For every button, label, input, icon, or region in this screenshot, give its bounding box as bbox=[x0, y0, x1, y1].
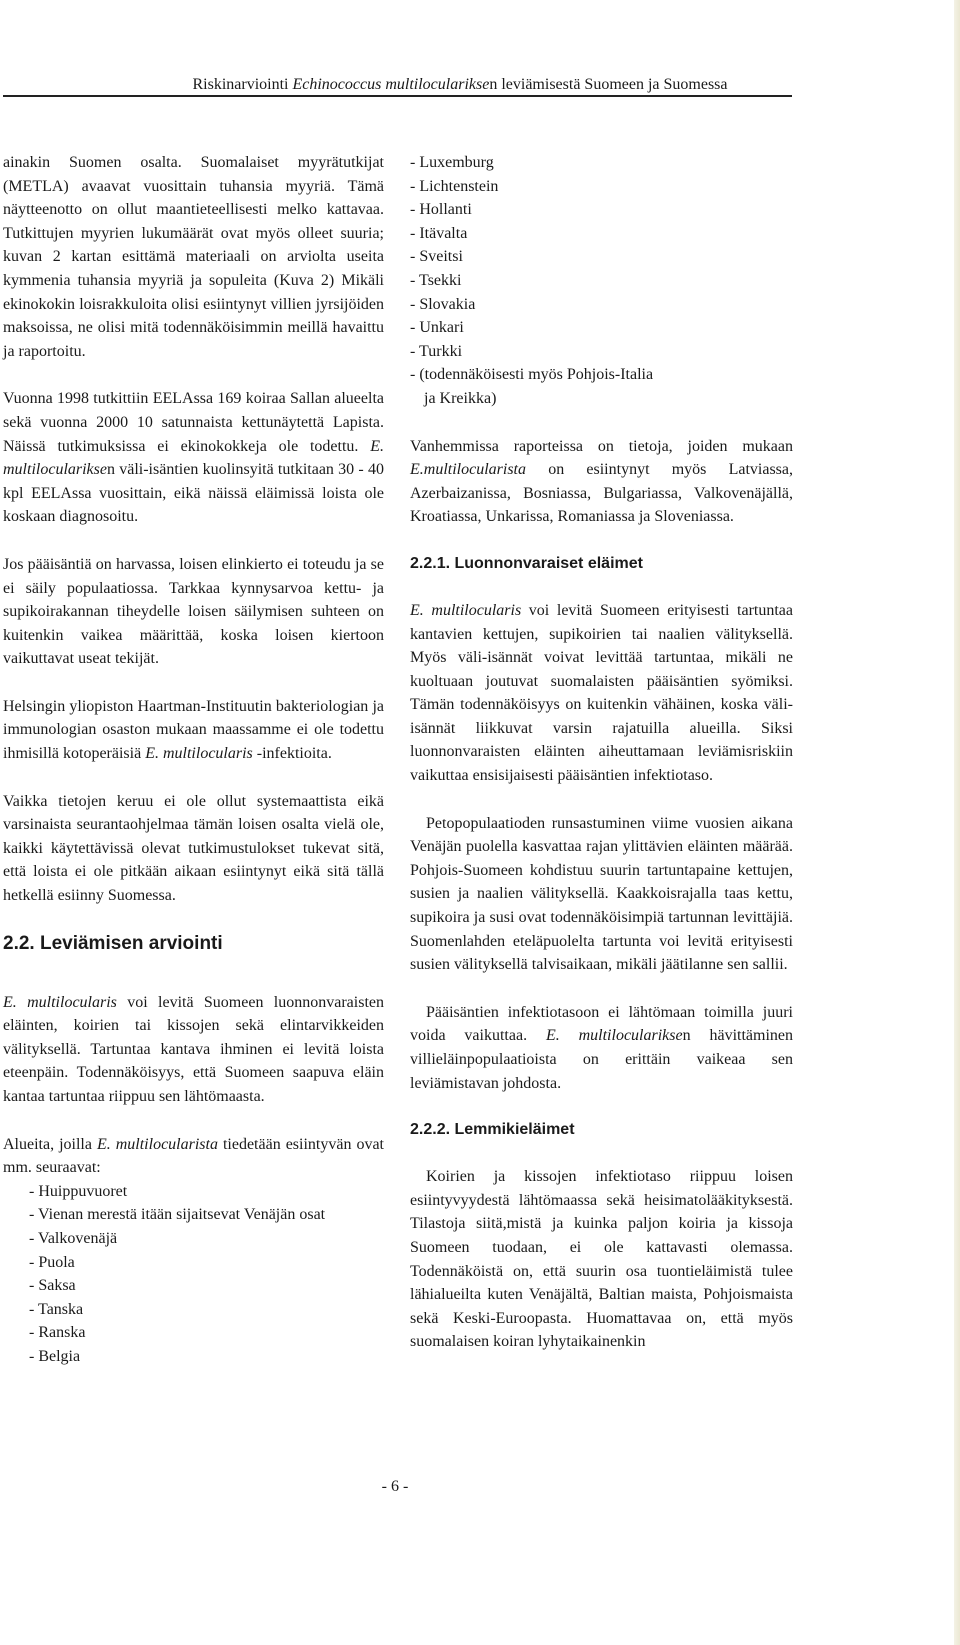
text-span: n hävittäminen villieläinpopulaatioista on erittäin vaikeaa sen leviämistavan johdosta. bbox=[410, 1027, 794, 1092]
list-item: - Hollanti bbox=[410, 201, 472, 219]
list-item: - Ranska bbox=[29, 1324, 86, 1342]
species-name: E. multilocularis bbox=[3, 993, 117, 1011]
list-item: - Saksa bbox=[29, 1277, 76, 1295]
species-name: E. multilocularis bbox=[145, 745, 253, 763]
text-span: -infektioita. bbox=[252, 745, 332, 763]
text-span: n väli-isäntien kuolinsyitä tutkitaan 30 - 40 kpl EELAssa vuosittain, eikä näissä eläimissä loista ole koskaan diagnosoitu. bbox=[3, 461, 384, 526]
right-paragraph-4 bbox=[410, 1001, 793, 1095]
text-span: Vanhemmissa raporteissa on tietoja, joiden mukaan bbox=[410, 437, 793, 455]
section-heading-2-2-2: 2.2.2. Lemmikieläimet bbox=[410, 1121, 575, 1139]
left-paragraph-2 bbox=[3, 387, 384, 529]
running-header bbox=[110, 75, 810, 95]
right-paragraph-3: Petopopulaatioden runsastuminen viime vuosien aikana Venäjän puolella kasvattaa rajan ylittävien eläinten määrää. Pohjois-Suomeen kohdistuu suurin tartuntapaine kettujen, susien ja naalien välityksellä. Kaakkoisrajalla taas kettu, supikoira ja susi ovat todennäköisimpiä tartunnan levittäjiä. Suomenlahden eteläpuolelta tartunta voi levitä erityisesti susien välityksellä talvisaikaan, mikäli jäätilanne sen sallii. bbox=[410, 814, 793, 974]
species-name: E. multilocularikse bbox=[3, 437, 384, 479]
right-column bbox=[410, 151, 793, 1378]
list-item: - Belgia bbox=[29, 1347, 81, 1365]
list-item: ja Kreikka) bbox=[424, 389, 497, 407]
list-item: - Turkki bbox=[410, 342, 463, 360]
list-item: - (todennäköisesti myös Pohjois-Italia bbox=[410, 366, 654, 384]
text-span: Vuonna 1998 tutkittiin EELAssa 169 koiraa Sallan alueelta sekä vuonna 2000 10 satunnaista kettunäytettä Lapista. Näissä tutkimuksissa ei ekinokokkeja ole todettu. bbox=[3, 390, 384, 455]
list-item: - Itävalta bbox=[410, 224, 468, 242]
list-item: - Valkovenäjä bbox=[29, 1229, 118, 1247]
header-rule bbox=[3, 95, 792, 97]
right-paragraph-2 bbox=[410, 599, 793, 788]
text-span: tiedetään esiintyvän ovat mm. seuraavat: bbox=[3, 1135, 384, 1177]
species-name: E.multilocularista bbox=[410, 461, 526, 479]
text-span: voi levitä Suomeen luonnonvaraisten eläinten, koirien tai kissojen sekä elintarvikkeiden välityksellä. Tartuntaa kantava ihminen ei levitä loista eteenpäin. Todennäköisyys, että Suomeen saapuva eläin kantaa tartuntaa riippuu sen lähtömaasta. bbox=[3, 993, 384, 1105]
section-heading-2-2-1: 2.2.1. Luonnonvaraiset eläimet bbox=[410, 554, 643, 572]
list-item: - Sveitsi bbox=[410, 248, 463, 266]
list-item: - Unkari bbox=[410, 319, 464, 337]
list-item: - Slovakia bbox=[410, 295, 476, 313]
left-paragraph-4 bbox=[3, 695, 384, 766]
left-column bbox=[3, 151, 384, 1369]
text-span: Pääisäntien infektiotasoon ei lähtömaan toimilla juuri voida vaikuttaa. bbox=[410, 1003, 793, 1045]
header-species-name: Echinococcus multilocularikse bbox=[292, 76, 490, 93]
header-text-end: n leviämisestä Suomeen ja Suomessa bbox=[489, 76, 728, 93]
right-paragraph-5: Koirien ja kissojen infektiotaso riippuu loisen esiintyvyydestä lähtömaassa sekä heisimatolääkityksestä. Tilastoja siitä,mistä ja kuinka paljon koiria ja kissoja Suomeen tuodaan, ei ole kattavasti olemassa. Todennäköistä on, että suurin osa tuontieläimistä tulee lähialueilta kuten Venäjältä, Baltian maista, Pohjoismaista sekä Keski-Euroopasta. Huomattavaa on, että myös suomalaisen koiran lyhytaikainenkin bbox=[410, 1168, 793, 1351]
left-paragraph-3: Jos pääisäntiä on harvassa, loisen elinkierto ei toteudu ja se ei säily populaatiossa. Tarkkaa kynnysarvoa kettu- ja supikoirakannan tiheydelle loisen säilymisen suhteen on kuitenkin vaikea määrittää, koska loisen kiertoon vaikuttavat useat tekijät. bbox=[3, 555, 384, 668]
text-span: Helsingin yliopiston Haartman-Instituutin bakteriologian ja immunologian osaston mukaan maassamme ei ole todettu ihmisillä kotoperäisiä bbox=[3, 697, 384, 763]
list-item: - Tanska bbox=[29, 1300, 84, 1318]
text-span: Alueita, joilla bbox=[3, 1135, 97, 1153]
species-name: E. multilocularista bbox=[96, 1135, 218, 1153]
page-edge-strip bbox=[954, 0, 960, 1645]
list-item: - Tsekki bbox=[410, 271, 462, 289]
species-name: E. multilocularikse bbox=[545, 1027, 683, 1045]
header-text-start: Riskinarviointi bbox=[192, 76, 293, 93]
text-span: voi levitä Suomeen erityisesti tartuntaa kantavien kettujen, supikoirien tai naalien välityksellä. Myös väli-isännät voivat levittää tartuntaa, mikäli ne kuoltuaan joutuvat suomalaisten pääisäntien syömiksi. Tämän todennäköisyys on kuitenkin vähäinen, koska väli-isännät liikkuvat varsin rajatuilla alueilla. Siksi luonnonvaraisten eläinten aiheuttamaan leviämisriskiin vaikuttaa ensisijaisesti pääisäntien infektiotaso. bbox=[410, 601, 793, 785]
left-paragraph-6 bbox=[3, 991, 384, 1109]
list-item: - Luxemburg bbox=[410, 154, 494, 171]
left-paragraph-7 bbox=[3, 1133, 384, 1180]
list-item: - Puola bbox=[29, 1253, 75, 1271]
list-item: - Huippuvuoret bbox=[29, 1182, 128, 1200]
right-paragraph-1 bbox=[410, 435, 793, 529]
list-item: - Vienan merestä itään sijaitsevat Venäjän osat bbox=[29, 1206, 326, 1224]
section-heading-2-2: 2.2. Leviämisen arviointi bbox=[3, 932, 223, 954]
country-list-left bbox=[3, 1180, 384, 1369]
list-item: - Lichtenstein bbox=[410, 177, 499, 195]
species-name: E. multilocularis bbox=[410, 601, 522, 619]
country-list-right bbox=[410, 151, 793, 411]
left-paragraph-1: ainakin Suomen osalta. Suomalaiset myyrätutkijat (METLA) avaavat vuosittain tuhansia myyriä. Tämä näytteenotto on ollut maantieteellisesti melko kattavaa. Tutkittujen myyrien lukumäärät ovat myös olleet suuria; kuvan 2 kartan esittämä materiaali on arviolta useita kymmenia tuhansia myyriä ja sopuleita (Kuva 2) Mikäli ekinokokin loisrakkuloita olisi esiintynyt villien jyrsijöiden maksoissa, ne olisi mitä todennäköisimmin meillä havaittu ja raportoitu. bbox=[3, 154, 384, 360]
page-number: - 6 - bbox=[381, 1478, 409, 1495]
text-span: on esiintynyt myös Latviassa, Azerbaizanissa, Bosniassa, Bulgariassa, Valkovenäjällä, Kroatiassa, Unkarissa, Romaniassa ja Sloveniassa. bbox=[410, 461, 793, 526]
left-paragraph-5: Vaikka tietojen keruu ei ole ollut systemaattista eikä varsinaista seurantaohjelmaa tämän loisen osalta vielä ole, kaikki käytettävissä olevat tutkimustulokset tukevat sitä, että loista ei ole pitkään aikaan esiintynyt eikä sitä tällä hetkellä esiinny Suomessa. bbox=[3, 792, 384, 905]
